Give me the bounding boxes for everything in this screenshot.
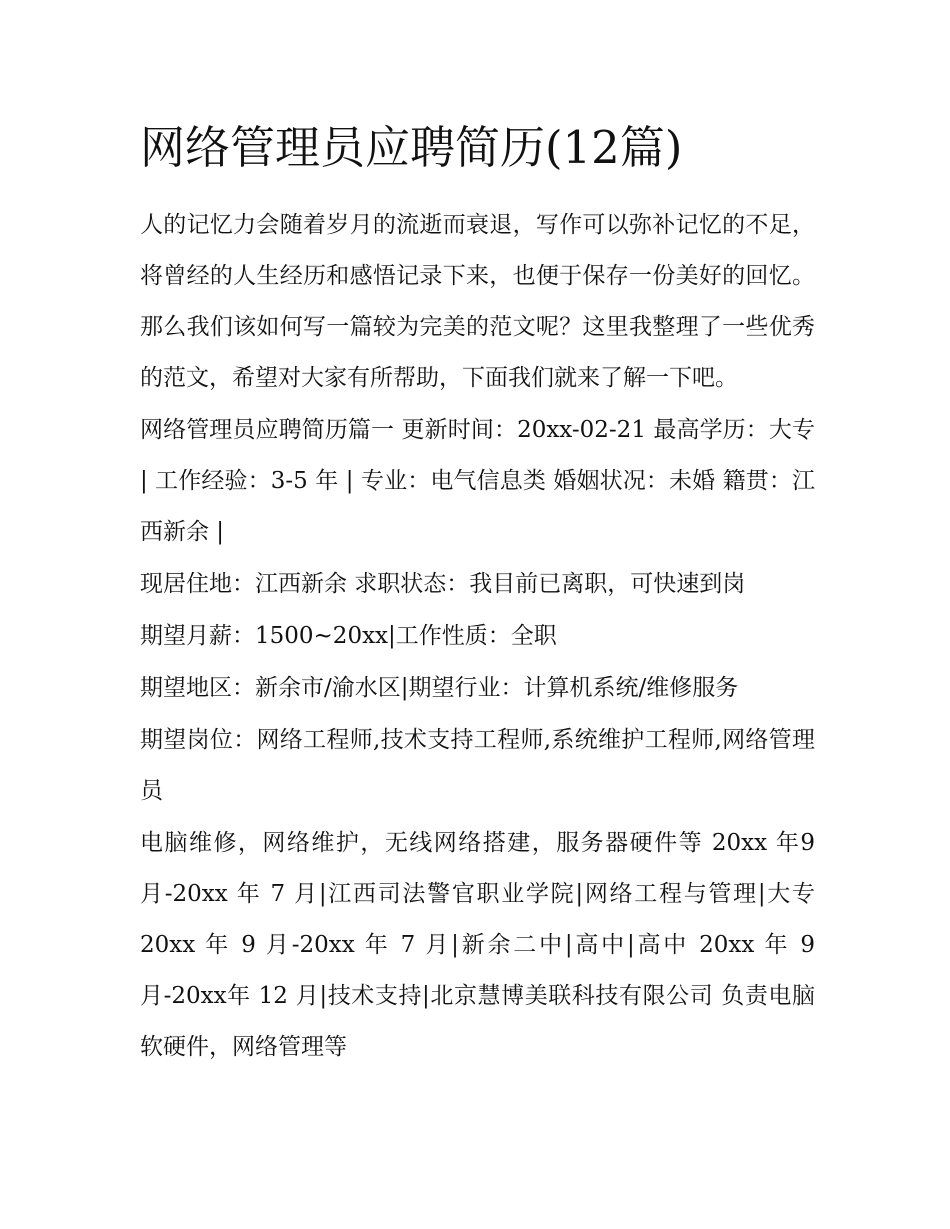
position-paragraph: 期望岗位：网络工程师,技术支持工程师,系统维护工程师,网络管理员 (140, 727, 815, 804)
intro-paragraph: 人的记忆力会随着岁月的流逝而衰退，写作可以弥补记忆的不足，将曾经的人生经历和感悟记录下来，也便于保存一份美好的回忆。那么我们该如何写一篇较为完美的范文呢？这里我整理了一些优秀的范文，希望对大家有所帮助，下面我们就来了解一下吧。 (140, 212, 815, 391)
region-paragraph: 期望地区：新余市/渝水区|期望行业：计算机系统/维修服务 (140, 675, 739, 701)
document-title: 网络管理员应聘简历(12篇) (140, 121, 683, 174)
document-page (140, 112, 815, 1074)
salary-paragraph: 期望月薪：1500~20xx|工作性质：全职 (140, 623, 557, 649)
experience-paragraph: 电脑维修，网络维护，无线网络搭建，服务器硬件等 20xx 年9 月-20xx 年 7 月|江西司法警官职业学院|网络工程与管理|大专 20xx 年 9 月-20xx 年 7 月|新余二中|高中|高中 20xx 年 9 月-20xx年 12 月|技术支持|北京慧博美联科技有限公司 负责电脑软硬件，网络管理等 (140, 830, 815, 1060)
residence-paragraph: 现居住地：江西新余 求职状态：我目前已离职，可快速到岗 (140, 571, 746, 597)
resume-header-paragraph: 网络管理员应聘简历篇一 更新时间：20xx-02-21 最高学历：大专 | 工作经验：3-5 年 | 专业：电气信息类 婚姻状况：未婚 籍贯：江西新余 | (140, 417, 815, 545)
